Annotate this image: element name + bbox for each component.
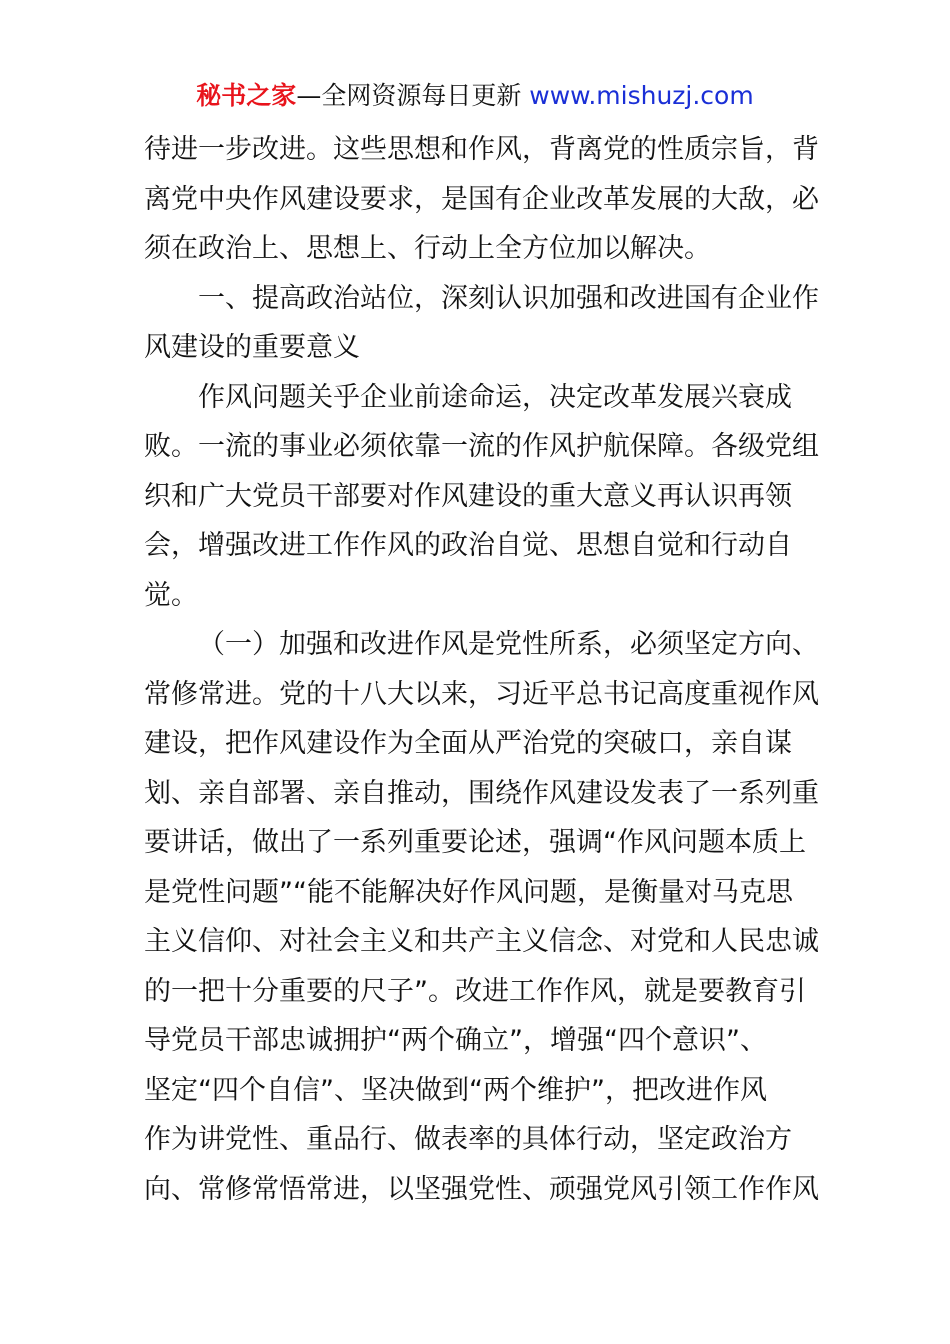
document-body: [144, 125, 819, 1214]
text-line: 导党员干部忠诚拥护“两个确立”，增强“四个意识”、: [144, 1025, 767, 1056]
header-slogan: —全网资源每日更新: [296, 81, 522, 110]
brand-name: 秘书之家: [196, 81, 297, 110]
text-line: 作为讲党性、重品行、做表率的具体行动，坚定政治方: [144, 1124, 792, 1155]
section-heading: 一、提高政治站位，深刻认识加强和改进国有企业作: [198, 282, 819, 314]
text-line: 是党性问题”“能不能解决好作风问题，是衡量对马克思: [144, 876, 793, 908]
text-line: 会，增强改进工作作风的政治自觉、思想自觉和行动自: [144, 530, 792, 561]
text-line: 向、常修常悟常进，以坚强党性、顽强党风引领工作作风: [144, 1173, 819, 1205]
text-line: 觉。: [144, 579, 198, 611]
text-line: 划、亲自部署、亲自推动，围绕作风建设发表了一系列重: [144, 777, 819, 809]
text-line: 的一把十分重要的尺子”。改进工作作风，就是要教育引: [144, 975, 806, 1007]
text-line: 离党中央作风建设要求，是国有企业改革发展的大敌，必: [144, 183, 819, 215]
text-line: 要讲话，做出了一系列重要论述，强调“作风问题本质上: [144, 827, 806, 858]
site-header: [0, 78, 950, 114]
text-line: 须在政治上、思想上、行动上全方位加以解决。: [144, 233, 711, 264]
text-line: 败。一流的事业必须依靠一流的作风护航保障。各级党组: [144, 431, 819, 462]
site-url-link[interactable]: www.mishuzj.com: [529, 81, 754, 110]
text-line: 主义信仰、对社会主义和共产主义信念、对党和人民忠诚: [144, 926, 819, 957]
text-line: 织和广大党员干部要对作风建设的重大意义再认识再领: [144, 480, 792, 512]
text-line: 常修常进。党的十八大以来，习近平总书记高度重视作风: [144, 678, 819, 710]
text-line: （一）加强和改进作风是党性所系，必须坚定方向、: [198, 629, 819, 660]
text-line: 建设，把作风建设作为全面从严治党的突破口，亲自谋: [144, 728, 792, 759]
text-line: 待进一步改进。这些思想和作风，背离党的性质宗旨，背: [144, 134, 819, 165]
section-heading-continued: 风建设的重要意义: [144, 332, 360, 363]
text-line: 作风问题关乎企业前途命运，决定改革发展兴衰成: [198, 381, 792, 413]
text-line: 坚定“四个自信”、坚决做到“两个维护”，把改进作风: [144, 1074, 767, 1106]
